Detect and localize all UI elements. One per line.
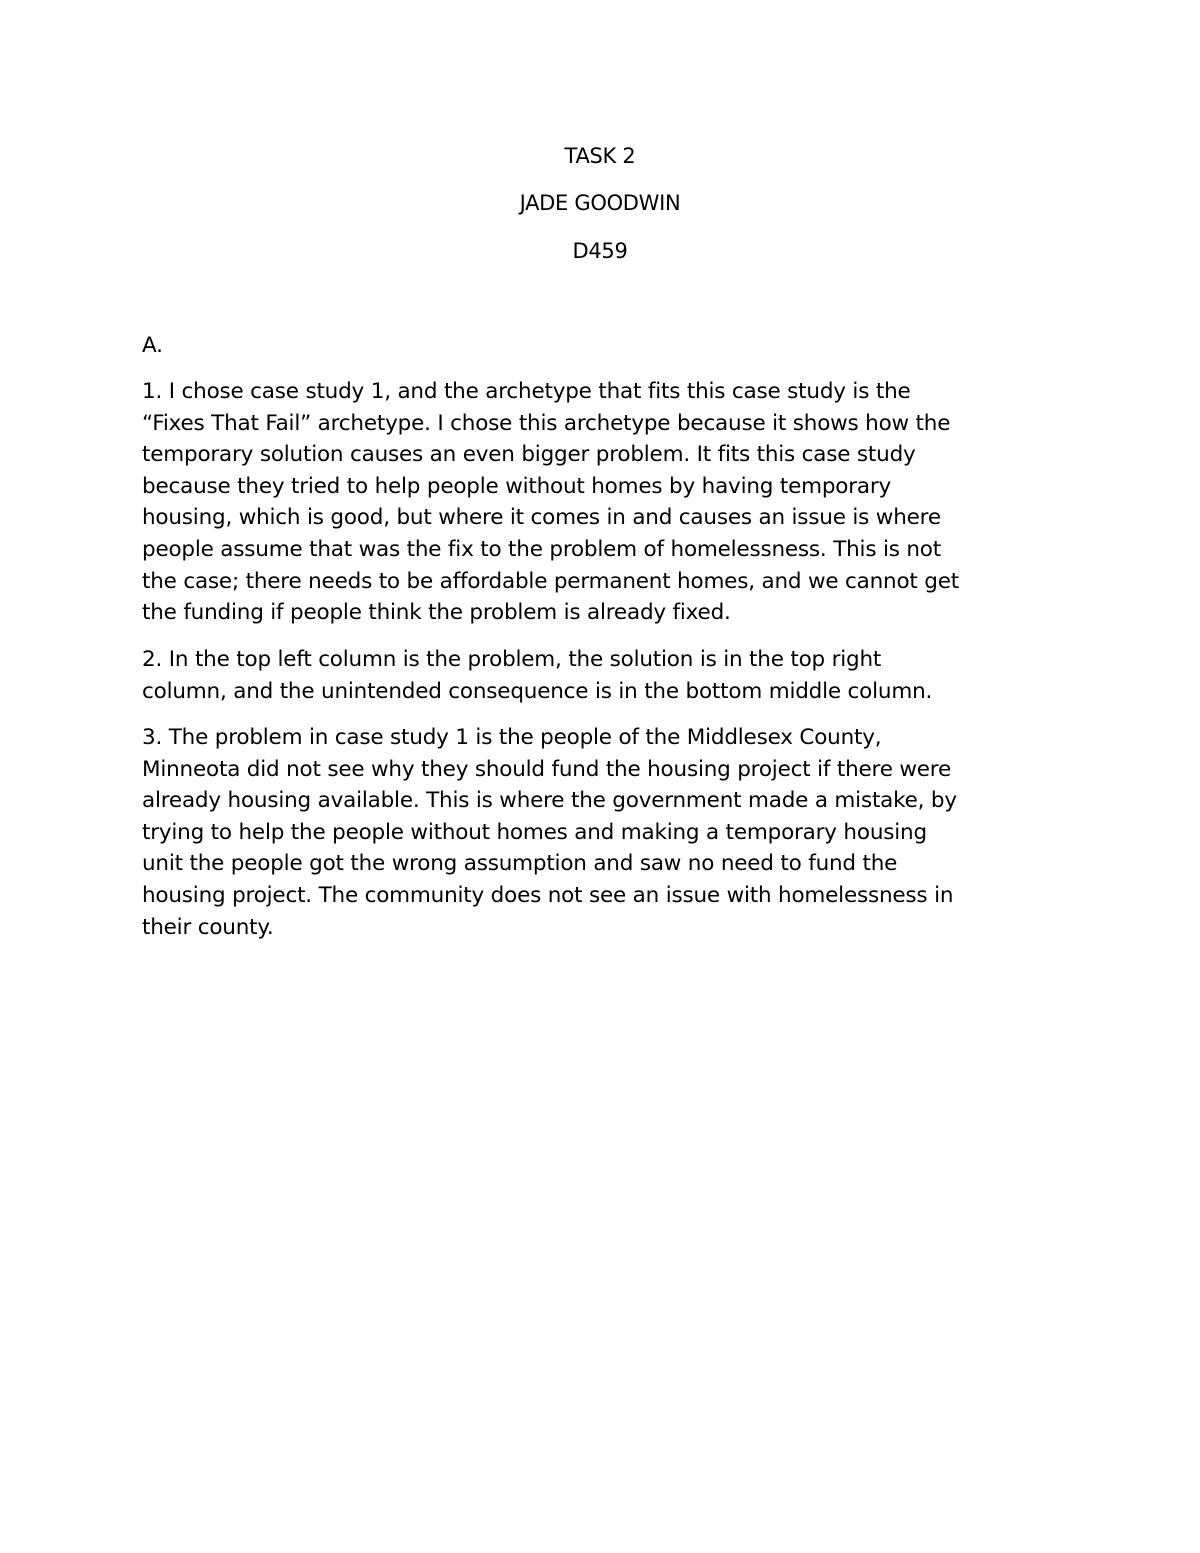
paragraph-line: the case; there needs to be affordable permanent homes, and we cannot get (142, 568, 959, 594)
course-code: D459 (572, 239, 628, 263)
paragraph-line: 1. I chose case study 1, and the archetype that fits this case study is the (142, 379, 911, 404)
paragraph-line: trying to help the people without homes and making a temporary housing (142, 819, 927, 845)
section-label: A. (142, 333, 163, 358)
paragraph-line: the funding if people think the problem is already fixed. (142, 600, 731, 626)
paragraph-line: 3. The problem in case study 1 is the people of the Middlesex County, (142, 725, 882, 750)
paragraph-line: people assume that was the fix to the problem of homelessness. This is not (142, 536, 941, 562)
paragraph-line: their county. (142, 914, 274, 940)
paragraph-line: temporary solution causes an even bigger problem. It fits this case study (142, 442, 916, 468)
paragraph-1 (142, 376, 1062, 629)
paragraph-line: 2. In the top left column is the problem, the solution is in the top right (142, 647, 882, 672)
author-name: JADE GOODWIN (519, 191, 681, 215)
paragraph-3 (142, 722, 1062, 943)
paragraph-line: housing project. The community does not see an issue with homelessness in (142, 882, 954, 908)
paragraph-line: housing, which is good, but where it comes in and causes an issue is where (142, 505, 941, 531)
paragraph-line: because they tried to help people without homes by having temporary (142, 473, 892, 499)
paragraph-2 (142, 644, 1062, 707)
paragraph-line: unit the people got the wrong assumption and saw no need to fund the (142, 851, 898, 877)
paragraph-line: “Fixes That Fail” archetype. I chose this archetype because it shows how the (142, 410, 951, 436)
paragraph-line: Minneota did not see why they should fund the housing project if there were (142, 756, 951, 782)
paragraph-line: column, and the unintended consequence is in the bottom middle column. (142, 678, 933, 704)
document-title: TASK 2 (564, 144, 636, 168)
paragraph-line: already housing available. This is where the government made a mistake, by (142, 788, 957, 814)
